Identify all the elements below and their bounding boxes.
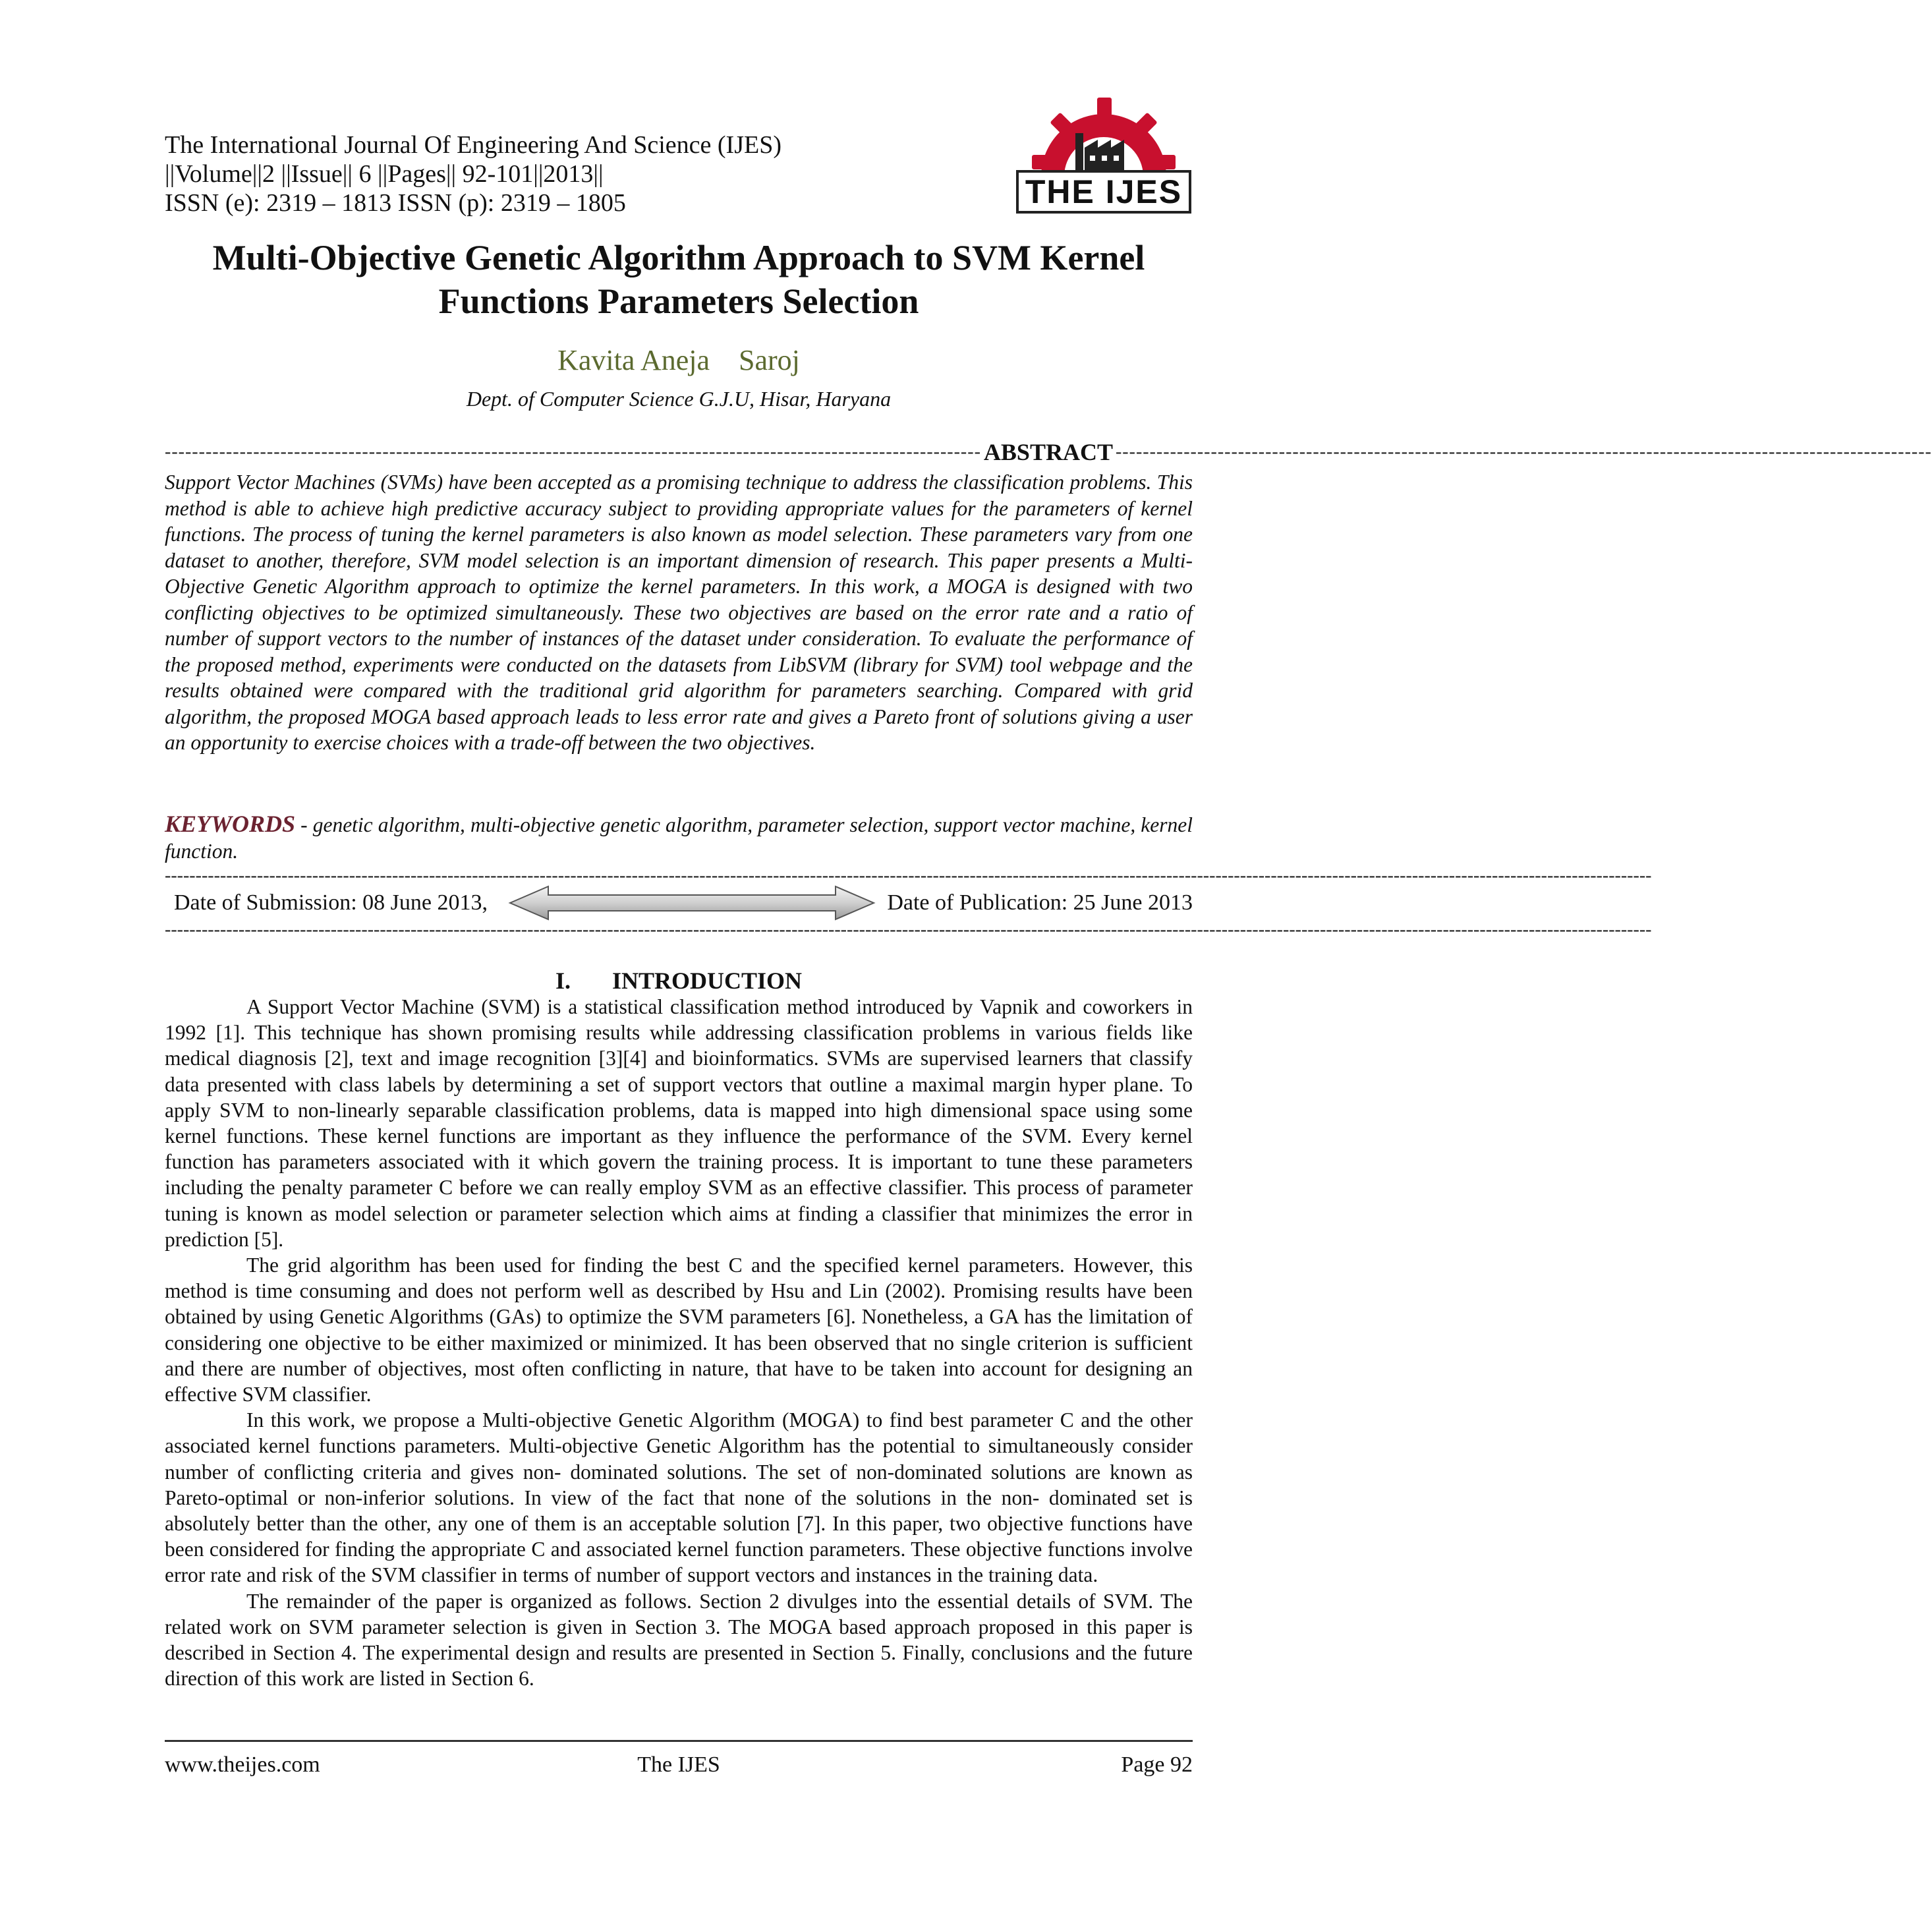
page-footer [165,1750,1193,1779]
publication-date: Date of Publication: 25 June 2013 [887,890,1193,915]
keywords-text: - genetic algorithm, multi-objective genetic algorithm, parameter selection, support vector machine, kernel function. [165,813,1193,863]
paragraph: The remainder of the paper is organized as follows. Section 2 divulges into the essential details of SVM. The related work on SVM parameter selection is given in Section 3. The MOGA based approach proposed in this paper is described in Section 4. The experimental design and results are presented in Section 5. Finally, conclusions and the future direction of this work are listed in Section 6. [165,1589,1193,1691]
footer-journal: The IJES [637,1752,720,1777]
keywords-block [165,811,1193,865]
footer-website: www.theijes.com [165,1752,320,1777]
logo-wordmark: THE IJES [1015,170,1193,214]
journal-logo [1015,92,1193,211]
introduction-body [165,994,1193,1691]
gear-factory-icon [1015,92,1193,178]
journal-issn-line: ISSN (e): 2319 – 1813 ISSN (p): 2319 – 1805 [165,189,626,217]
dash-rule-top: -------------------------------------------------------------------------------------------------------------------------------------------------------------------------------------------------------------------------------------------------- [165,865,1652,886]
author-names: Kavita Aneja Saroj [557,344,800,376]
abstract-heading: ABSTRACT [983,439,1113,465]
dash-rule-right: ------------------------------------------------------------------------------------------------------------------------ [1115,442,1932,462]
abstract-text: Support Vector Machines (SVMs) have been accepted as a promising technique to address the classification problems. This method is able to achieve high predictive accuracy subject to providing appropriate values for the parameters of kernel functions. The process of tuning the kernel parameters is also known as model selection. These parameters vary from one dataset to another, therefore, SVM model selection is an important dimension of research. This paper presents a Multi-Objective Genetic Algorithm approach to optimize the kernel parameters. In this work, a MOGA is designed with two conflicting objectives to be optimized simultaneously. These two objectives are based on the error rate and a ratio of number of support vectors to the number of instances of the dataset under consideration. To evaluate the performance of the proposed method, experiments were conducted on the datasets from LibSVM (library for SVM) tool webpage and the results obtained were compared with the traditional grid algorithm for parameters searching. Compared with grid algorithm, the proposed MOGA based approach leads to less error rate and gives a Pareto front of solutions giving a user an opportunity to exercise choices with a trade-off between the two objectives. [165,471,1193,754]
page-number: Page 92 [1121,1752,1193,1777]
section-heading-introduction: I. INTRODUCTION [555,968,803,994]
paragraph: A Support Vector Machine (SVM) is a statistical classification method introduced by Vapnik and coworkers in 1992 [1]. This technique has shown promising results while addressing classification problems in various fields like medical diagnosis [2], text and image recognition [3][4] and bioinformatics. SVMs are supervised learners that classify data presented with class labels by determining a set of support vectors that outline a maximal margin hyper plane. To apply SVM to non-linearly separable classification problems, data is mapped into high dimensional space using some kernel functions. These kernel functions are important as they influence the performance of the SVM. Every kernel function has parameters associated with it which govern the training process. It is important to tune these parameters including the penalty parameter C before we can really employ SVM as an effective classifier. This process of parameter tuning is known as model selection or parameter selection which aims at finding a classifier that minimizes the error in prediction [5]. [165,995,1193,1251]
journal-volume-line: ||Volume||2 ||Issue|| 6 ||Pages|| 92-101||2013|| [165,160,604,188]
abstract-heading-rule [165,438,1932,467]
paragraph: In this work, we propose a Multi-objective Genetic Algorithm (MOGA) to find best parameter C and the other associated kernel functions parameters. Multi-objective Genetic Algorithm has the potential to simultaneously consider number of conflicting criteria and gives non- dominated solutions. The set of non-dominated solutions are known as Pareto-optimal or non-inferior solutions. In view of the fact that none of the solutions in the non- dominated set is absolutely better than the other, any one of them is an acceptable solution [7]. In this paper, two objective functions have been considered for finding the appropriate C and associated kernel function parameters. These objective functions involve error rate and risk of the SVM classifier in terms of number of support vectors and instances in the training data. [165,1408,1193,1587]
dash-rule-bottom: -------------------------------------------------------------------------------------------------------------------------------------------------------------------------------------------------------------------------------------------------- [165,919,1652,940]
submission-date: Date of Submission: 08 June 2013, [174,890,488,915]
paper-title: Multi-Objective Genetic Algorithm Approach to SVM Kernel Functions Parameters Selection [212,238,1145,321]
dates-row [165,888,1193,917]
journal-name: The International Journal Of Engineering And Science (IJES) [165,131,781,159]
dash-rule-left: ------------------------------------------------------------------------------------------------------------------------ [165,442,981,462]
footer-rule [165,1740,1193,1742]
double-arrow-icon [507,884,876,921]
paragraph: The grid algorithm has been used for finding the best C and the specified kernel parameters. However, this method is time consuming and does not perform well as described by Hsu and Lin (2002). Promising results have been obtained by using Genetic Algorithms (GAs) to optimize the SVM parameters [6]. Nonetheless, a GA has the limitation of considering one objective to be either maximized or minimized. It has been observed that no single criterion is sufficient and there are number of objectives, most often conflicting in nature, that have to be taken into account for designing an effective SVM classifier. [165,1254,1193,1406]
keywords-label: KEYWORDS [165,811,296,837]
author-affiliation: Dept. of Computer Science G.J.U, Hisar, Haryana [466,387,892,411]
